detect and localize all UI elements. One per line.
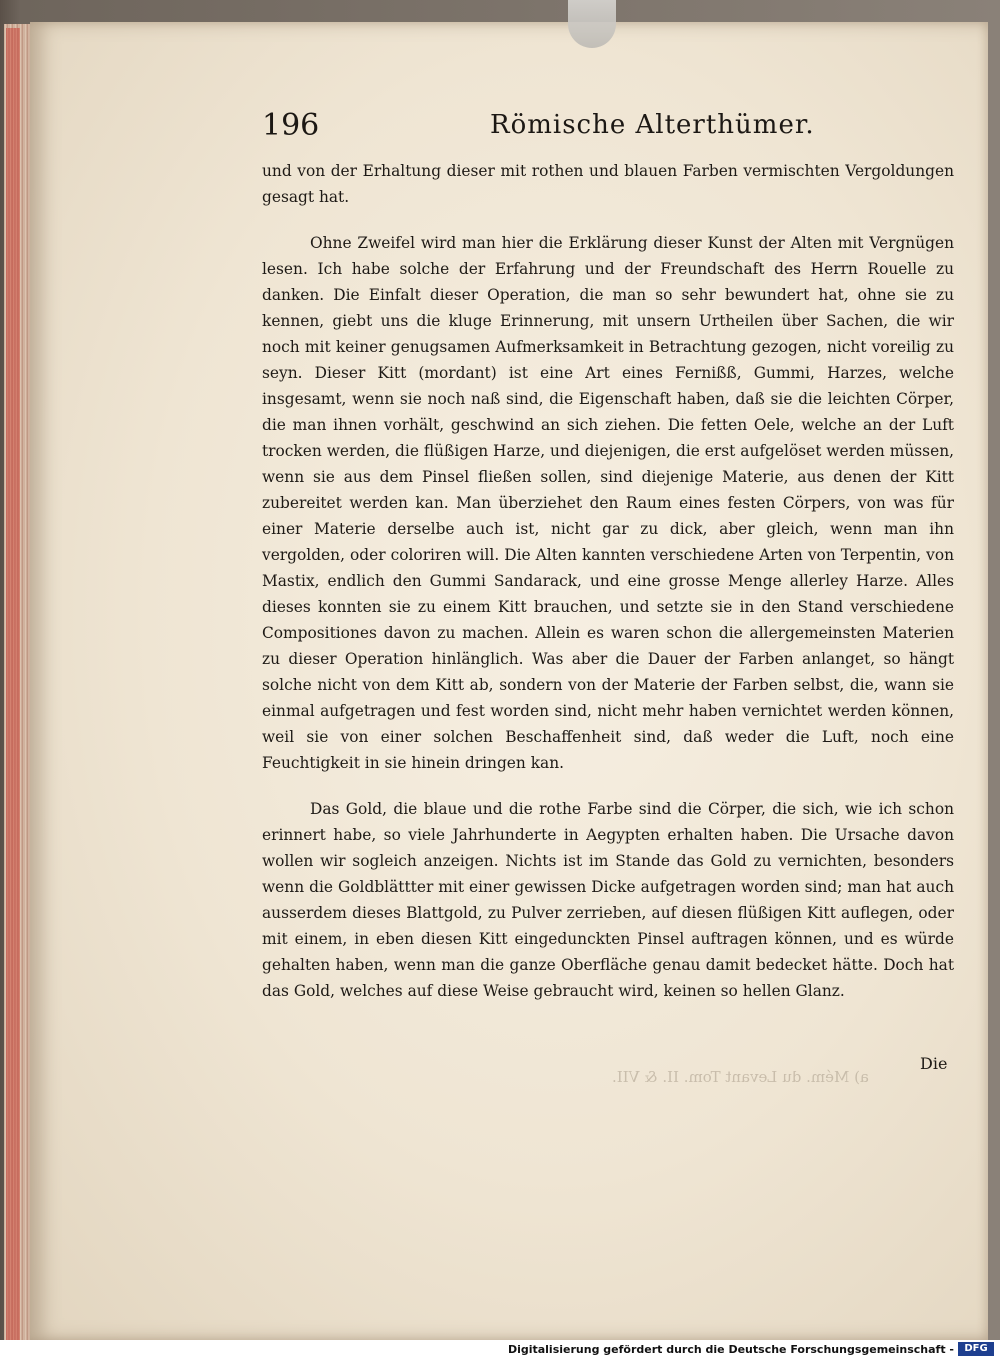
page-clip xyxy=(568,0,616,48)
page-header xyxy=(262,108,952,144)
paragraph-gap xyxy=(262,210,954,230)
catchword: Die xyxy=(920,1054,948,1073)
dfg-logo: DFG xyxy=(958,1342,994,1356)
paragraph-gold-colors: Das Gold, die blaue und die rothe Farbe sind die Cörper, die sich, wie ich schon erinnert habe, so viele Jahrhunderte in Aegypten erhalten haben. Die Ursache davon wollen wir sogleich anzeigen. Nichts ist im Stande das Gold zu vernichten, besonders wenn die Goldblättter mit einer gewissen Dicke aufgetragen worden sind; man hat auch ausserdem dieses Blattgold, zu Pulver zerrieben, auf diesen flüßigen Kitt auflegen, oder mit einem, in eben diesen Kitt eingedunckten Pinsel auftragen können, und es würde gehalten haben, wenn man die ganze Oberfläche genau damit bedecket hätte. Doch hat das Gold, welches auf diese Weise gebraucht wird, keinen so hellen Glanz. xyxy=(262,800,954,1000)
paragraph-kitt-explanation: Ohne Zweifel wird man hier die Erklärung dieser Kunst der Alten mit Vergnügen lesen. Ich habe solche der Erfahrung und der Freundschaft des Herrn Rouelle zu danken. Die Einfalt dieser Operation, die man so sehr bewundert hat, ohne sie zu kennen, giebt uns die kluge Erinnerung, mit unsern Urtheilen über Sachen, die wir noch mit keiner genugsamen Aufmerksamkeit in Betrachtung gezogen, nicht voreilig zu seyn. Dieser Kitt (mordant) ist eine Art eines Fernißß, Gummi, Harzes, welche insgesamt, wenn sie noch naß sind, die Eigenschaft haben, daß sie die leichten Cörper, die man ihnen vorhält, geschwind an sich ziehen. Die fetten Oele, welche an der Luft trocken werden, die flüßigen Harze, und diejenigen, die erst aufgelöset werden müssen, wenn sie aus dem Pinsel fließen sollen, sind diejenige Materie, aus denen der Kitt zubereitet werden kan. Man überziehet den Raum eines festen Cörpers, von was für einer Materie derselbe auch ist, nicht gar zu dick, aber gleich, wenn man ihn vergolden, oder coloriren will. Die Alten kannten verschiedene Arten von Terpentin, von Mastix, endlich den Gummi Sandarack, und eine grosse Menge allerley Harze. Alles dieses konnten sie zu einem Kitt brauchen, und setzte sie in den Stand verschiedene Compositiones davon zu machen. Allein es waren schon die allergemeinsten Materien zu dieser Operation hinlänglich. Was aber die Dauer der Farben anlanget, so hängt solche nicht von dem Kitt ab, sondern von der Materie der Farben selbst, die, wann sie einmal aufgetragen und fest worden sind, nicht mehr haben vernichtet werden können, weil sie von einer solchen Beschaffenheit sind, daß weder die Luft, noch eine Feuchtigkeit in sie hinein dringen kan. xyxy=(262,234,954,772)
paragraph-continuation: und von der Erhaltung dieser mit rothen und blauen Farben vermischten Vergoldungen gesagt hat. xyxy=(262,162,954,206)
running-head: Römische Alterthümer. xyxy=(490,110,815,140)
footer-credit: Digitalisierung gefördert durch die Deutsche Forschungsgemeinschaft - xyxy=(507,1343,954,1356)
body-text xyxy=(262,158,954,1004)
red-page-edges xyxy=(6,28,20,1340)
paragraph-gap xyxy=(262,776,954,796)
page-number: 196 xyxy=(262,108,320,143)
bleed-through-footnote: a) Mém. du Levant Tom. II. & VII. xyxy=(612,1068,869,1086)
